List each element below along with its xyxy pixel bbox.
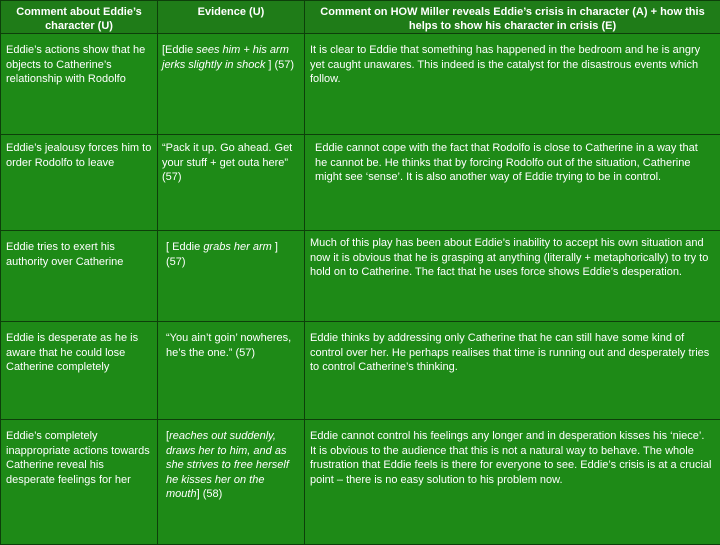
table-row — [1, 34, 720, 135]
header-evidence: Evidence (U) — [158, 1, 305, 34]
comment-cell: Eddie’s completely inappropriate actions towards Catherine reveal his desperate feelings for her — [1, 420, 158, 545]
table-row — [1, 420, 720, 545]
analysis-cell: Eddie cannot control his feelings any longer and in desperation kisses his ‘niece’. It is obvious to the audience that this is not a natural way to behave. The whole frustration that Eddie feels is there for everyone to see. Eddie’s crisis is at a crucial point – there is no easy solution to his problem now. — [305, 420, 720, 545]
comment-cell: Eddie tries to exert his authority over Catherine — [1, 231, 158, 322]
evidence-cell: [ Eddie grabs her arm ] (57) — [158, 231, 305, 322]
evidence-cell: “You ain’t goin’ nowheres, he’s the one.” (57) — [158, 322, 305, 420]
comment-cell: Eddie is desperate as he is aware that he could lose Catherine completely — [1, 322, 158, 420]
evidence-cell: [Eddie sees him + his arm jerks slightly in shock ] (57) — [158, 34, 305, 135]
comment-cell: Eddie’s jealousy forces him to order Rodolfo to leave — [1, 135, 158, 231]
table-row — [1, 322, 720, 420]
header-comment: Comment about Eddie’s character (U) — [1, 1, 158, 34]
evidence-cell: [reaches out suddenly, draws her to him, and as she strives to free herself he kisses her on the mouth] (58) — [158, 420, 305, 545]
header-analysis: Comment on HOW Miller reveals Eddie’s crisis in character (A) + how this helps to show his character in crisis (E) — [305, 1, 720, 34]
table-row — [1, 135, 720, 231]
comment-cell: Eddie’s actions show that he objects to Catherine’s relationship with Rodolfo — [1, 34, 158, 135]
analysis-cell: Eddie cannot cope with the fact that Rodolfo is close to Catherine in a way that he cannot be. He thinks that by forcing Rodolfo out of the situation, Catherine might see ‘sense’. It is also another way of Eddie trying to be in control. — [305, 135, 720, 231]
analysis-cell: It is clear to Eddie that something has happened in the bedroom and he is angry yet caught unawares. This indeed is the catalyst for the disastrous events which follow. — [305, 34, 720, 135]
analysis-cell: Eddie thinks by addressing only Catherine that he can still have some kind of control over her. He perhaps realises that time is running out and desperately tries to control Catherine’s thinking. — [305, 322, 720, 420]
evidence-cell: “Pack it up. Go ahead. Get your stuff + get outa here” (57) — [158, 135, 305, 231]
analysis-cell: Much of this play has been about Eddie’s inability to accept his own situation and now it is obvious that he is grasping at anything (literally + metaphorically) to try to hold on to Catherine. The fact that he uses force shows Eddie’s desperation. — [305, 231, 720, 322]
header-row — [1, 1, 720, 34]
table-row — [1, 231, 720, 322]
